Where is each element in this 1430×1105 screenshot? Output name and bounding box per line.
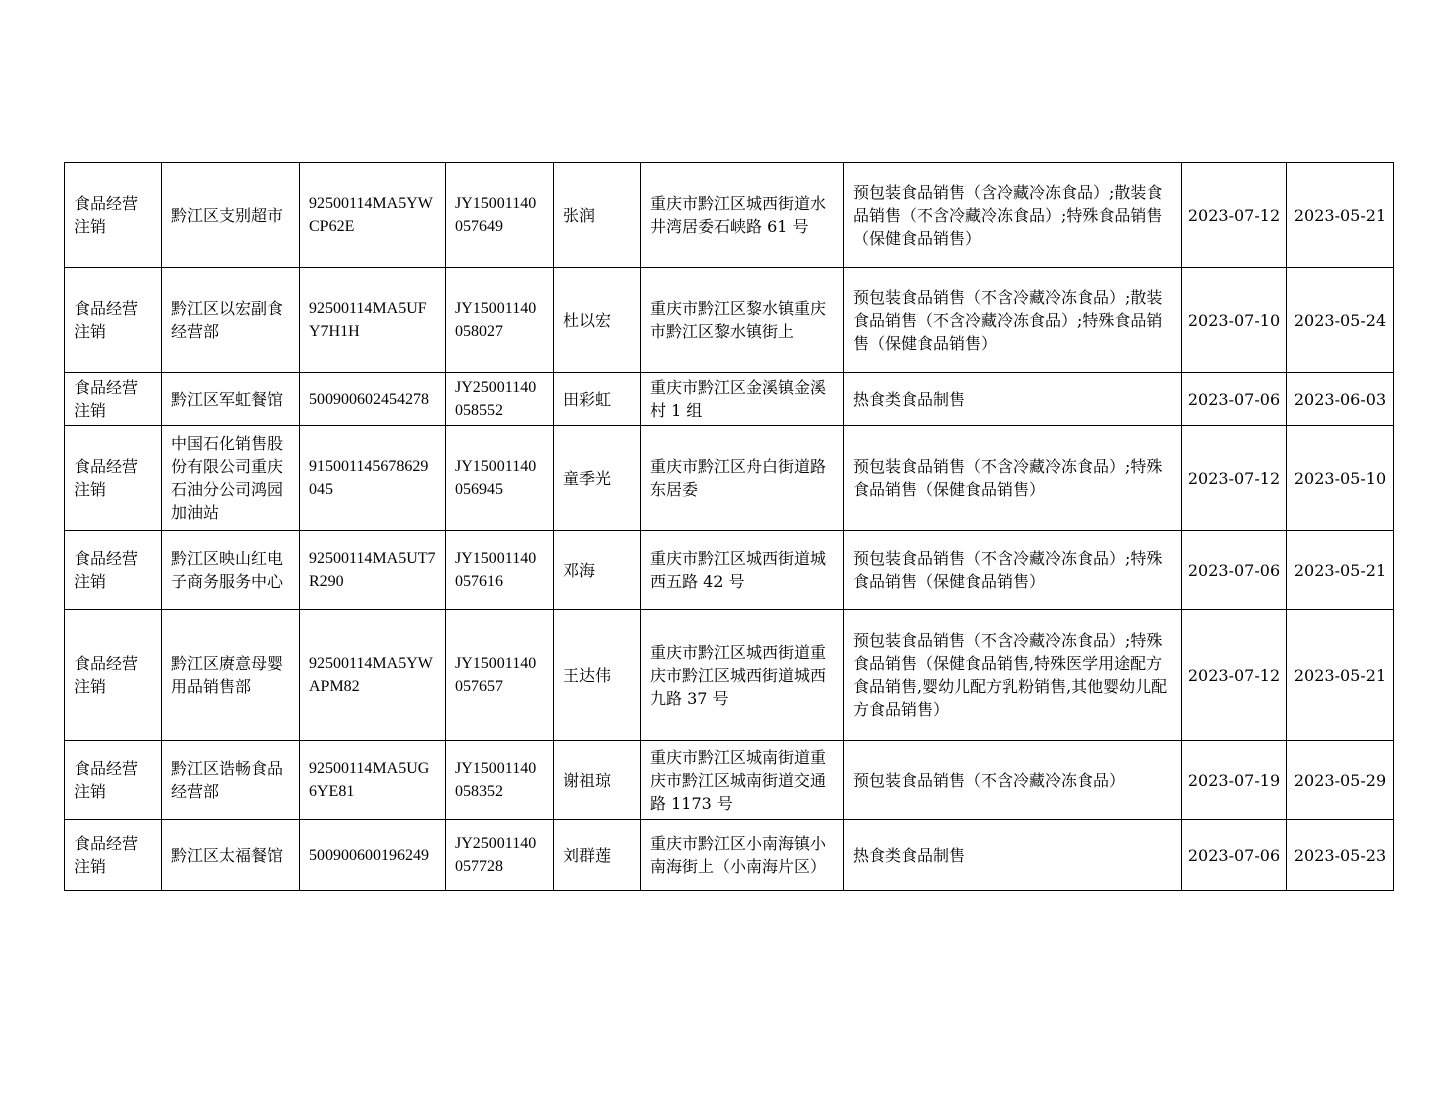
cell-person: 张润 bbox=[554, 163, 641, 268]
cell-address: 重庆市黔江区小南海镇小南海街上（小南海片区） bbox=[641, 820, 844, 891]
cell-date-1: 2023-07-06 bbox=[1182, 820, 1287, 891]
cell-license-no: JY15001140058027 bbox=[446, 268, 554, 373]
cell-scope: 预包装食品销售（不含冷藏冷冻食品）;特殊食品销售（保健食品销售,特殊医学用途配方食品销售,婴幼儿配方乳粉销售,其他婴幼儿配方食品销售） bbox=[844, 610, 1182, 741]
cell-type: 食品经营注销 bbox=[65, 610, 162, 741]
cell-credit-code: 500900602454278 bbox=[300, 373, 446, 426]
cell-person: 童季光 bbox=[554, 426, 641, 531]
cell-address: 重庆市黔江区黎水镇重庆市黔江区黎水镇街上 bbox=[641, 268, 844, 373]
cell-type: 食品经营注销 bbox=[65, 163, 162, 268]
cell-date-2: 2023-05-29 bbox=[1287, 741, 1394, 820]
cell-scope: 预包装食品销售（不含冷藏冷冻食品） bbox=[844, 741, 1182, 820]
cell-date-1: 2023-07-12 bbox=[1182, 610, 1287, 741]
cell-license-no: JY15001140057649 bbox=[446, 163, 554, 268]
cell-scope: 预包装食品销售（不含冷藏冷冻食品）;特殊食品销售（保健食品销售） bbox=[844, 531, 1182, 610]
cell-type: 食品经营注销 bbox=[65, 741, 162, 820]
cell-type: 食品经营注销 bbox=[65, 531, 162, 610]
cell-address: 重庆市黔江区城西街道水井湾居委石峡路 61 号 bbox=[641, 163, 844, 268]
table-row bbox=[65, 610, 1394, 741]
cell-address: 重庆市黔江区城西街道重庆市黔江区城西街道城西九路 37 号 bbox=[641, 610, 844, 741]
table-row bbox=[65, 268, 1394, 373]
table-row bbox=[65, 426, 1394, 531]
cell-scope: 预包装食品销售（不含冷藏冷冻食品）;特殊食品销售（保健食品销售） bbox=[844, 426, 1182, 531]
deregistration-table bbox=[64, 162, 1394, 891]
table-row bbox=[65, 531, 1394, 610]
cell-date-2: 2023-05-10 bbox=[1287, 426, 1394, 531]
cell-date-1: 2023-07-12 bbox=[1182, 426, 1287, 531]
cell-person: 杜以宏 bbox=[554, 268, 641, 373]
cell-name: 黔江区诰畅食品经营部 bbox=[162, 741, 300, 820]
cell-license-no: JY15001140057657 bbox=[446, 610, 554, 741]
cell-date-1: 2023-07-06 bbox=[1182, 373, 1287, 426]
cell-address: 重庆市黔江区城南街道重庆市黔江区城南街道交通路 1173 号 bbox=[641, 741, 844, 820]
cell-credit-code: 500900600196249 bbox=[300, 820, 446, 891]
cell-address: 重庆市黔江区金溪镇金溪村 1 组 bbox=[641, 373, 844, 426]
cell-date-1: 2023-07-19 bbox=[1182, 741, 1287, 820]
cell-scope: 预包装食品销售（含冷藏冷冻食品）;散装食品销售（不含冷藏冷冻食品）;特殊食品销售（保健食品销售） bbox=[844, 163, 1182, 268]
cell-name: 黔江区以宏副食经营部 bbox=[162, 268, 300, 373]
cell-date-2: 2023-05-21 bbox=[1287, 163, 1394, 268]
cell-type: 食品经营注销 bbox=[65, 268, 162, 373]
table-row bbox=[65, 373, 1394, 426]
cell-type: 食品经营注销 bbox=[65, 426, 162, 531]
cell-person: 刘群莲 bbox=[554, 820, 641, 891]
table-row bbox=[65, 820, 1394, 891]
cell-credit-code: 92500114MA5YWCP62E bbox=[300, 163, 446, 268]
cell-name: 黔江区赓意母婴用品销售部 bbox=[162, 610, 300, 741]
cell-date-1: 2023-07-10 bbox=[1182, 268, 1287, 373]
cell-scope: 热食类食品制售 bbox=[844, 820, 1182, 891]
cell-scope: 预包装食品销售（不含冷藏冷冻食品）;散装食品销售（不含冷藏冷冻食品）;特殊食品销售（保健食品销售） bbox=[844, 268, 1182, 373]
cell-credit-code: 92500114MA5UT7R290 bbox=[300, 531, 446, 610]
cell-type: 食品经营注销 bbox=[65, 820, 162, 891]
cell-date-1: 2023-07-06 bbox=[1182, 531, 1287, 610]
cell-person: 王达伟 bbox=[554, 610, 641, 741]
cell-scope: 热食类食品制售 bbox=[844, 373, 1182, 426]
cell-license-no: JY25001140058552 bbox=[446, 373, 554, 426]
cell-credit-code: 92500114MA5YWAPM82 bbox=[300, 610, 446, 741]
cell-date-1: 2023-07-12 bbox=[1182, 163, 1287, 268]
cell-license-no: JY15001140056945 bbox=[446, 426, 554, 531]
cell-name: 中国石化销售股份有限公司重庆石油分公司鸿园加油站 bbox=[162, 426, 300, 531]
cell-credit-code: 915001145678629045 bbox=[300, 426, 446, 531]
cell-date-2: 2023-05-21 bbox=[1287, 531, 1394, 610]
cell-license-no: JY15001140057616 bbox=[446, 531, 554, 610]
cell-date-2: 2023-06-03 bbox=[1287, 373, 1394, 426]
cell-address: 重庆市黔江区城西街道城西五路 42 号 bbox=[641, 531, 844, 610]
cell-person: 邓海 bbox=[554, 531, 641, 610]
cell-license-no: JY15001140058352 bbox=[446, 741, 554, 820]
cell-credit-code: 92500114MA5UFY7H1H bbox=[300, 268, 446, 373]
cell-date-2: 2023-05-23 bbox=[1287, 820, 1394, 891]
table-row bbox=[65, 741, 1394, 820]
cell-name: 黔江区映山红电子商务服务中心 bbox=[162, 531, 300, 610]
cell-person: 谢祖琼 bbox=[554, 741, 641, 820]
cell-person: 田彩虹 bbox=[554, 373, 641, 426]
cell-license-no: JY25001140057728 bbox=[446, 820, 554, 891]
cell-date-2: 2023-05-24 bbox=[1287, 268, 1394, 373]
table-row bbox=[65, 163, 1394, 268]
cell-name: 黔江区太福餐馆 bbox=[162, 820, 300, 891]
cell-date-2: 2023-05-21 bbox=[1287, 610, 1394, 741]
cell-name: 黔江区军虹餐馆 bbox=[162, 373, 300, 426]
cell-name: 黔江区支别超市 bbox=[162, 163, 300, 268]
cell-type: 食品经营注销 bbox=[65, 373, 162, 426]
cell-credit-code: 92500114MA5UG6YE81 bbox=[300, 741, 446, 820]
cell-address: 重庆市黔江区舟白街道路东居委 bbox=[641, 426, 844, 531]
